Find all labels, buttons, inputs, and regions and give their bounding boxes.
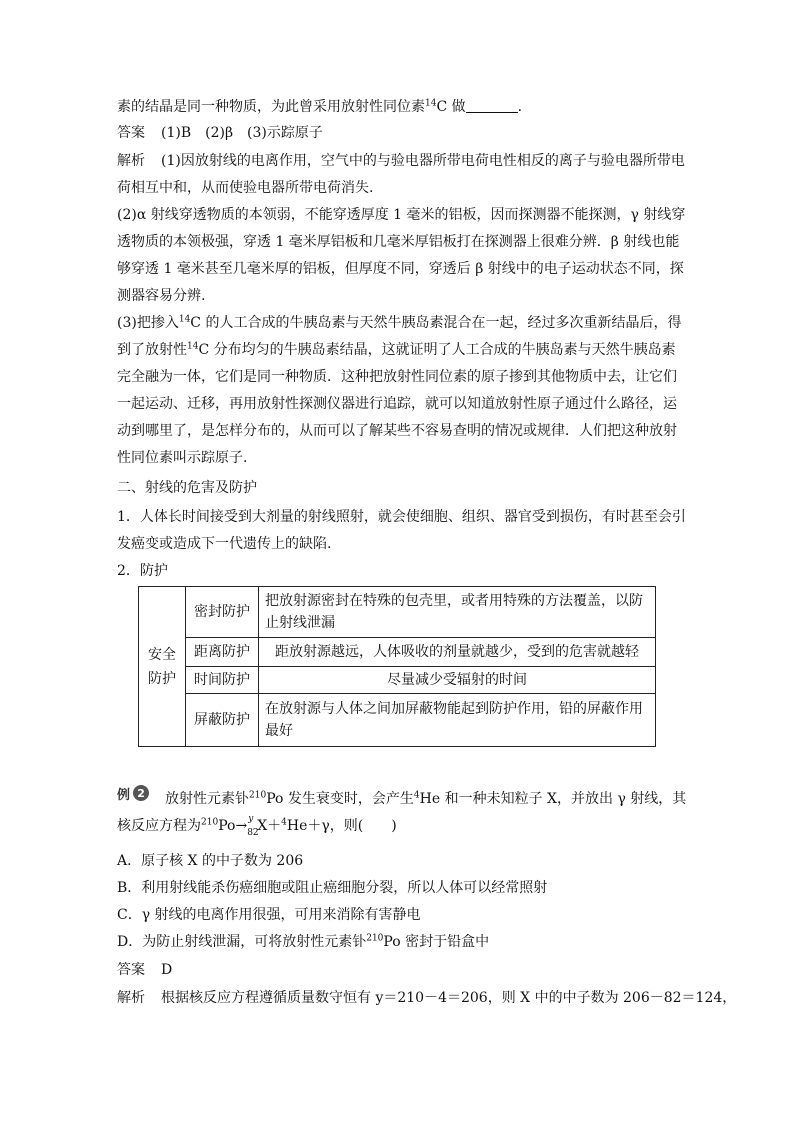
desc-cell: 把放射源密封在特殊的包壳里，或者用特殊的方法覆盖，以防止射线泄漏 — [259, 587, 656, 638]
question-line-tail — [117, 96, 679, 118]
analysis-text — [117, 339, 679, 361]
analysis-text: 性同位素叫示踪原子. — [117, 450, 248, 466]
answer-text: (1)B (2)β (3)示踪原子 — [161, 125, 323, 141]
mass-number: 14 — [178, 314, 191, 325]
answer-line — [117, 122, 679, 144]
mass-number: 14 — [187, 341, 199, 352]
list-item: 2．防护 — [117, 563, 168, 579]
text: C 分布均匀的牛胰岛素结晶，这就证明了人工合成的牛胰岛素与天然牛胰岛素 — [198, 342, 676, 358]
table-row — [139, 587, 656, 638]
example-label: 例 — [117, 787, 131, 803]
text: He＋γ，则( ) — [286, 818, 397, 834]
analysis-text: 一起运动、迁移，再用放射性探测仪器进行追踪，就可以知道放射性原子通过什么路径，运 — [117, 396, 677, 412]
text: X＋ — [257, 818, 282, 834]
text: (3)把掺入 — [117, 315, 179, 331]
protection-table — [138, 586, 656, 747]
text: Po 密封于铅盒中 — [383, 934, 490, 950]
analysis-text: 荷相互中和，从而使验电器所带电荷消失. — [117, 180, 374, 196]
section-heading: 二、射线的危害及防护 — [117, 480, 257, 496]
example-badge — [117, 784, 149, 802]
mass-number: 4 — [413, 790, 420, 801]
list-item: 发癌变或造成下一代遗传上的缺陷. — [117, 536, 332, 552]
list-item: 1．人体长时间接受到大剂量的射线照射，就会使细胞、组织、器官受到损伤，有时甚至会引 — [117, 509, 686, 525]
kind-cell: 距离防护 — [186, 638, 259, 667]
analysis-text: 测器容易分辨. — [117, 288, 206, 304]
answer-label: 答案 — [117, 125, 145, 141]
text: C 做 — [436, 99, 466, 115]
text: 放射性元素钋 — [165, 791, 249, 807]
example-question — [117, 815, 679, 837]
table-row — [139, 667, 656, 694]
analysis-text: 根据核反应方程遵循质量数守恒有 y＝210－4＝206，则 X 中的中子数为 206－82＝124， — [161, 990, 737, 1006]
text: 核反应方程为 — [117, 818, 201, 834]
analysis-line — [117, 150, 685, 172]
analysis-text: (2)α 射线穿透物质的本领弱，不能穿透厚度 1 毫米的铝板，因而探测器不能探测，γ 射线穿 — [117, 207, 686, 223]
text: 素的结晶是同一种物质，为此曾采用放射性同位素 — [117, 99, 425, 115]
option-c: C．γ 射线的电离作用很强，可用来消除有害静电 — [117, 907, 421, 923]
atomic-number: 82 — [247, 828, 259, 838]
mass-number: 14 — [425, 98, 437, 109]
desc-cell: 距放射源越远，人体吸收的剂量就越少，受到的危害就越轻 — [259, 638, 656, 667]
text: Po→ — [218, 818, 248, 834]
text: Po 发生衰变时，会产生 — [266, 791, 414, 807]
analysis-text: 透物质的本领极强，穿透 1 毫米厚铝板和几毫米厚铝板打在探测器上很难分辨．β 射线也能 — [117, 234, 680, 250]
desc-cell: 在放射源与人体之间加屏蔽物能起到防护作用，铅的屏蔽作用最好 — [259, 694, 656, 747]
desc-cell: 尽量减少受辐射的时间 — [259, 667, 656, 694]
analysis-text: (1)因放射线的电离作用，空气中的与验电器所带电荷电性相反的离子与验电器所带电 — [161, 153, 685, 169]
mass-number: 210 — [201, 817, 219, 828]
mass-number: 210 — [249, 790, 267, 801]
answer-blank — [466, 98, 518, 113]
mass-number: 210 — [366, 933, 384, 944]
analysis-label: 解析 — [117, 990, 145, 1006]
kind-cell: 时间防护 — [186, 667, 259, 694]
option-d — [117, 931, 679, 953]
example-analysis — [117, 987, 737, 1009]
text: . — [517, 99, 523, 115]
kind-cell: 密封防护 — [186, 587, 259, 638]
option-b: B．利用射线能杀伤癌细胞或阻止癌细胞分裂，所以人体可以经常照射 — [117, 880, 548, 896]
text: D．为防止射线泄漏，可将放射性元素钋 — [117, 934, 367, 950]
mass-number: y — [248, 814, 254, 824]
example-number: 2 — [133, 785, 149, 801]
analysis-text: 完全融为一体，它们是同一种物质．这种把放射性同位素的原子掺到其他物质中去，让它们 — [117, 369, 677, 385]
category-cell: 安全防护 — [139, 587, 186, 747]
answer-text: D — [161, 962, 173, 978]
text: C 的人工合成的牛胰岛素与天然牛胰岛素混合在一起，经过多次重新结晶后，得 — [190, 315, 682, 331]
text: 到了放射性 — [117, 342, 187, 358]
analysis-text: 够穿透 1 毫米甚至几毫米厚的铝板，但厚度不同，穿透后 β 射线中的电子运动状态不同，探 — [117, 261, 684, 277]
text: He 和一种未知粒子 X，并放出 γ 射线，其 — [419, 791, 687, 807]
example-answer — [117, 959, 679, 981]
answer-label: 答案 — [117, 962, 145, 978]
table-row — [139, 694, 656, 747]
option-a: A．原子核 X 的中子数为 206 — [117, 853, 304, 869]
kind-cell: 屏蔽防护 — [186, 694, 259, 747]
table-row — [139, 638, 656, 667]
analysis-label: 解析 — [117, 153, 145, 169]
analysis-text — [117, 312, 682, 334]
example-question — [165, 788, 727, 810]
mass-number: 4 — [281, 817, 287, 828]
analysis-text: 动到哪里了，是怎样分布的，从而可以了解某些不容易查明的情况或规律．人们把这种放射 — [117, 423, 677, 439]
nuclide-indices — [247, 814, 259, 838]
